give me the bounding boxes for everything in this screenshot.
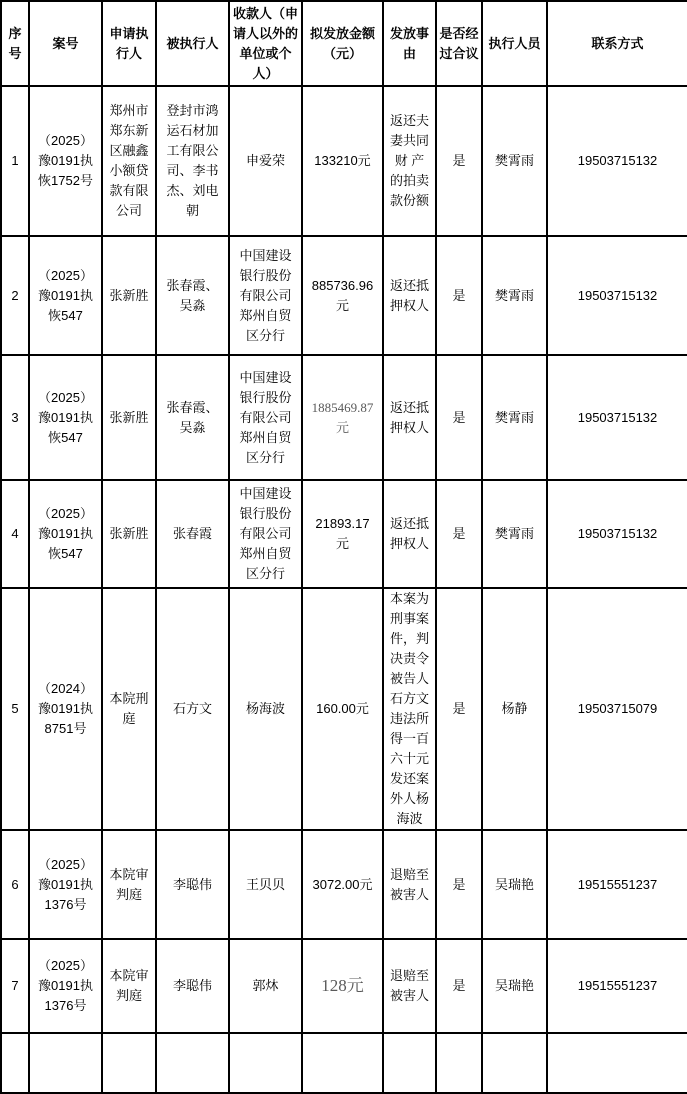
cell-case-no: （2024）豫0191执8751号 [29, 588, 102, 830]
cell-officer: 樊霄雨 [482, 236, 547, 355]
cell-serial: 3 [1, 355, 29, 480]
cell-reviewed: 是 [436, 588, 482, 830]
cell-respondent: 张春霞、吴淼 [156, 236, 229, 355]
cell-respondent: 石方文 [156, 588, 229, 830]
cell-reviewed: 是 [436, 355, 482, 480]
col-header-reviewed: 是否经过合议 [436, 1, 482, 86]
table-row [1, 480, 687, 588]
cell-amount: 1885469.87 元 [302, 355, 383, 480]
cell-serial: 5 [1, 588, 29, 830]
table-row-partial [1, 1033, 687, 1093]
cell-reason: 退赔至被害人 [383, 939, 436, 1033]
cell-officer: 樊霄雨 [482, 355, 547, 480]
col-header-case-no: 案号 [29, 1, 102, 86]
cell-case-no: （2025）豫0191执恢547 [29, 355, 102, 480]
cell-applicant: 张新胜 [102, 480, 156, 588]
cell-officer: 杨静 [482, 588, 547, 830]
cell-reason: 返还抵押权人 [383, 480, 436, 588]
cell-amount: 133210元 [302, 86, 383, 236]
cell-respondent: 张春霞 [156, 480, 229, 588]
cell-applicant: 本院刑庭 [102, 588, 156, 830]
cell-reviewed: 是 [436, 236, 482, 355]
cell-respondent: 李聪伟 [156, 939, 229, 1033]
cell-contact: 19503715132 [547, 355, 687, 480]
cell-case-no: （2025）豫0191执恢1752号 [29, 86, 102, 236]
table-row [1, 236, 687, 355]
cell-payee: 申爱荣 [229, 86, 302, 236]
cell-respondent: 李聪伟 [156, 830, 229, 939]
cell-serial: 4 [1, 480, 29, 588]
cell-applicant: 张新胜 [102, 236, 156, 355]
col-header-reason: 发放事由 [383, 1, 436, 86]
cell-case-no: （2025）豫0191执恢547 [29, 480, 102, 588]
cell-reason: 本案为刑事案件，判决责令被告人石方文违法所得一百六十元发还案外人杨海波 [383, 588, 436, 830]
col-header-respondent: 被执行人 [156, 1, 229, 86]
cell-payee: 郭炑 [229, 939, 302, 1033]
cell-contact: 19515551237 [547, 939, 687, 1033]
cell-amount: 21893.17 元 [302, 480, 383, 588]
col-header-payee: 收款人（申请人以外的单位或个人） [229, 1, 302, 86]
cell-serial: 2 [1, 236, 29, 355]
cell-payee: 中国建设银行股份有限公司郑州自贸区分行 [229, 355, 302, 480]
cell-reason: 退赔至被害人 [383, 830, 436, 939]
cell-reason: 返还夫妻共同财 产 的拍卖款份额 [383, 86, 436, 236]
cell-applicant: 郑州市郑东新区融鑫小额贷款有限公司 [102, 86, 156, 236]
table-row [1, 939, 687, 1033]
cell-applicant: 本院审判庭 [102, 939, 156, 1033]
table-header-row [1, 1, 687, 86]
cell-case-no: （2025）豫0191执1376号 [29, 830, 102, 939]
col-header-officer: 执行人员 [482, 1, 547, 86]
cell-respondent: 登封市鸿运石材加工有限公司、李书杰、刘电朝 [156, 86, 229, 236]
cell-case-no: （2025）豫0191执恢547 [29, 236, 102, 355]
cell-serial: 7 [1, 939, 29, 1033]
table-row [1, 355, 687, 480]
cell-amount: 885736.96元 [302, 236, 383, 355]
cell-serial: 6 [1, 830, 29, 939]
table-row [1, 588, 687, 830]
cell-reviewed: 是 [436, 830, 482, 939]
cell-contact: 19503715132 [547, 480, 687, 588]
cell-amount: 128元 [302, 939, 383, 1033]
cell-case-no: （2025）豫0191执1376号 [29, 939, 102, 1033]
cell-respondent: 张春霞、吴淼 [156, 355, 229, 480]
cell-applicant: 张新胜 [102, 355, 156, 480]
cell-officer: 吴瑞艳 [482, 830, 547, 939]
table-row [1, 86, 687, 236]
cell-reviewed: 是 [436, 86, 482, 236]
col-header-amount: 拟发放金额（元） [302, 1, 383, 86]
cell-officer: 樊霄雨 [482, 86, 547, 236]
cell-reason: 返还抵押权人 [383, 355, 436, 480]
cell-contact: 19503715079 [547, 588, 687, 830]
cell-applicant: 本院审判庭 [102, 830, 156, 939]
cell-officer: 吴瑞艳 [482, 939, 547, 1033]
table-row [1, 830, 687, 939]
cell-payee: 王贝贝 [229, 830, 302, 939]
col-header-contact: 联系方式 [547, 1, 687, 86]
cell-reviewed: 是 [436, 939, 482, 1033]
col-header-serial: 序号 [1, 1, 29, 86]
cell-officer: 樊霄雨 [482, 480, 547, 588]
cell-contact: 19515551237 [547, 830, 687, 939]
col-header-applicant: 申请执行人 [102, 1, 156, 86]
cell-contact: 19503715132 [547, 86, 687, 236]
cell-amount: 160.00元 [302, 588, 383, 830]
cell-contact: 19503715132 [547, 236, 687, 355]
cell-payee: 中国建设银行股份有限公司郑州自贸区分行 [229, 480, 302, 588]
cell-reviewed: 是 [436, 480, 482, 588]
cell-serial: 1 [1, 86, 29, 236]
cell-amount: 3072.00元 [302, 830, 383, 939]
cell-payee: 杨海波 [229, 588, 302, 830]
cell-payee: 中国建设银行股份有限公司郑州自贸区分行 [229, 236, 302, 355]
cell-reason: 返还抵押权人 [383, 236, 436, 355]
